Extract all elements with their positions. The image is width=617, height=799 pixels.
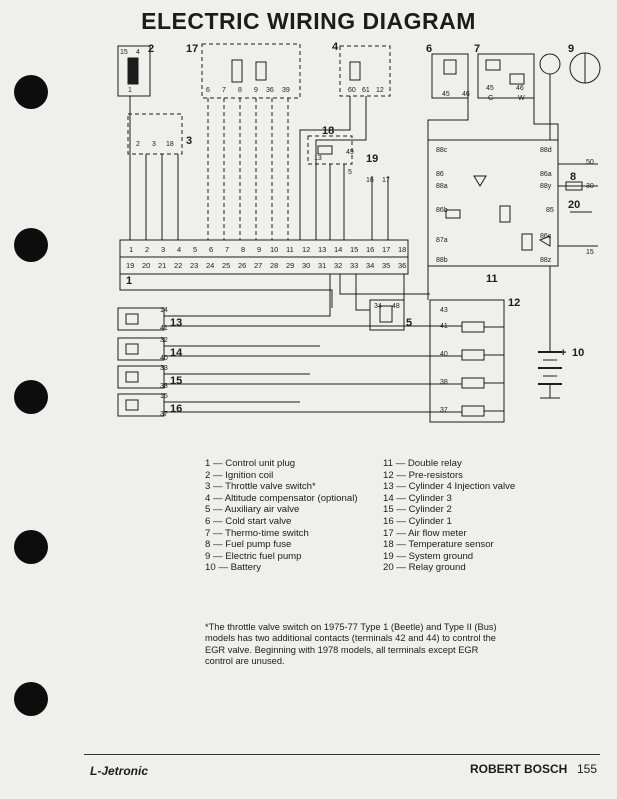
label-13: 13: [170, 317, 183, 329]
coil-terminal: 4: [136, 49, 140, 56]
electric-fuel-pump: [540, 54, 560, 74]
injector-terminal: 37: [160, 411, 168, 418]
label-10: 10: [572, 347, 585, 359]
coil-terminal: 1: [128, 87, 132, 94]
relay-out-terminal: 15: [586, 249, 594, 256]
legend-item: 4 — Altitude compensator (optional): [205, 492, 358, 504]
legend-item: 15 — Cylinder 2: [383, 504, 452, 516]
legend-item: 17 — Air flow meter: [383, 527, 467, 539]
relay-out-terminal: 30: [586, 183, 594, 190]
ground-terminal: 16: [366, 177, 374, 184]
relay-terminal: 88a: [436, 183, 448, 190]
label-18: 18: [322, 125, 335, 137]
legend-item: 13 — Cylinder 4 Injection valve: [383, 481, 516, 493]
footer-product-name: L-Jetronic: [90, 764, 149, 778]
label-15: 15: [170, 375, 183, 387]
pre-resistors: [430, 300, 504, 422]
resistor-terminal: 41: [440, 323, 448, 330]
legend-item: 14 — Cylinder 3: [383, 492, 452, 504]
injector-terminal: 38: [160, 383, 168, 390]
relay-terminal: 85: [546, 207, 554, 214]
pin-28: 28: [270, 261, 279, 270]
pin-1: 1: [129, 245, 134, 254]
resistor-terminal: 40: [440, 351, 448, 358]
injector-cyl4: [118, 308, 164, 330]
resistor-terminal: 38: [440, 379, 448, 386]
fuse-terminal: 46: [516, 85, 524, 92]
temp-terminal: 49: [346, 149, 354, 156]
pin-20: 20: [142, 261, 151, 270]
pin-17: 17: [382, 245, 391, 254]
legend-item: 7 — Thermo-time switch: [205, 527, 309, 539]
altitude-terminal: 12: [376, 87, 384, 94]
pin-27: 27: [254, 261, 263, 270]
ground-terminal: 17: [382, 177, 390, 184]
pin-33: 33: [350, 261, 359, 270]
pin-18: 18: [398, 245, 407, 254]
relay-terminal: 88b: [436, 257, 448, 264]
ground-terminal: 5: [348, 169, 352, 176]
pin-12: 12: [302, 245, 311, 254]
label-2: 2: [148, 43, 155, 55]
label-5: 5: [406, 317, 413, 329]
injector-cyl3: [118, 338, 164, 360]
legend-item: 6 — Cold start valve: [205, 515, 292, 527]
cold-start-terminal: 46: [462, 91, 470, 98]
injector-cyl1: [118, 394, 164, 416]
label-17: 17: [186, 43, 199, 55]
pin-30: 30: [302, 261, 311, 270]
afm-terminal: 36: [266, 87, 274, 94]
label-16: 16: [170, 403, 183, 415]
resistor-terminal: 37: [440, 407, 448, 414]
pin-8: 8: [241, 245, 246, 254]
label-7: 7: [474, 43, 481, 55]
legend-item: 10 — Battery: [205, 562, 261, 574]
pin-11: 11: [286, 245, 294, 254]
relay-terminal: 86a: [540, 171, 552, 178]
legend-item: 5 — Auxiliary air valve: [205, 504, 300, 516]
pin-24: 24: [206, 261, 215, 270]
label-8: 8: [570, 171, 577, 183]
pin-3: 3: [161, 245, 166, 254]
pin-29: 29: [286, 261, 295, 270]
pin-21: 21: [158, 261, 167, 270]
footnote: *The throttle valve switch on 1975-77 Type 1 (Beetle) and Type II (Bus) models has two additional contacts (terminals 42 and 44) to control the EGR valve. Beginning with 1978 models, all terminals except EGR control are unused.: [205, 622, 497, 667]
label-11: 11: [486, 273, 498, 285]
pin-9: 9: [257, 245, 262, 254]
relay-terminal: 86: [436, 171, 444, 178]
relay-terminal: 86c: [540, 233, 552, 240]
pin-22: 22: [174, 261, 183, 270]
label-6: 6: [426, 43, 433, 55]
altitude-terminal: 61: [362, 87, 370, 94]
injector-terminal: 41: [160, 325, 168, 332]
legend-item: 19 — System ground: [383, 550, 474, 562]
pin-26: 26: [238, 261, 247, 270]
pin-16: 16: [366, 245, 375, 254]
cold-start-terminal: 45: [442, 91, 450, 98]
battery-plus: +: [560, 347, 567, 359]
injector-terminal: 15: [160, 393, 168, 400]
afm-terminal: 7: [222, 87, 226, 94]
pin-19: 19: [126, 261, 135, 270]
legend-item: 16 — Cylinder 1: [383, 515, 452, 527]
fuse-terminal: G: [488, 95, 494, 102]
relay-terminal: 86b: [436, 207, 448, 214]
coil-terminal: 15: [120, 49, 128, 56]
afm-terminal: 8: [238, 87, 242, 94]
afm-terminal: 9: [254, 87, 258, 94]
legend-item: 12 — Pre-resistors: [383, 469, 463, 481]
legend-item: 2 — Ignition coil: [205, 469, 274, 481]
pin-14: 14: [334, 245, 343, 254]
legend-item: 20 — Relay ground: [383, 562, 466, 574]
afm-terminal: 39: [282, 87, 290, 94]
pin-13: 13: [318, 245, 327, 254]
relay-terminal: 88c: [436, 147, 448, 154]
pin-23: 23: [190, 261, 199, 270]
pin-35: 35: [382, 261, 391, 270]
label-20: 20: [568, 199, 581, 211]
pin-7: 7: [225, 245, 230, 254]
pin-34: 34: [366, 261, 375, 270]
relay-terminal: 88z: [540, 257, 552, 264]
label-1: 1: [126, 275, 133, 287]
throttle-terminal: 2: [136, 141, 140, 148]
injector-cyl2: [118, 366, 164, 388]
temp-terminal: 13: [314, 155, 322, 162]
pin-5: 5: [193, 245, 198, 254]
pin-36: 36: [398, 261, 407, 270]
double-relay: [428, 140, 558, 266]
page-title: ELECTRIC WIRING DIAGRAM: [141, 8, 476, 34]
label-12: 12: [508, 297, 521, 309]
aux-air-terminal: 34: [374, 303, 382, 310]
label-3: 3: [186, 135, 193, 147]
label-19: 19: [366, 153, 379, 165]
pin-6: 6: [209, 245, 214, 254]
pin-4: 4: [177, 245, 182, 254]
relay-terminal: 88y: [540, 183, 552, 190]
throttle-valve-switch: [128, 114, 182, 154]
label-4: 4: [332, 41, 339, 53]
injector-terminal: 33: [160, 365, 168, 372]
injector-terminal: 40: [160, 355, 168, 362]
pin-32: 32: [334, 261, 343, 270]
fuse-terminal: 45: [486, 85, 494, 92]
page-number: 155: [577, 762, 598, 776]
footer-divider: [84, 754, 600, 755]
legend-item: 11 — Double relay: [383, 458, 462, 469]
injector-terminal: 14: [160, 307, 168, 314]
label-9: 9: [568, 43, 575, 55]
aux-air-terminal: 48: [392, 303, 400, 310]
injector-terminal: 32: [160, 337, 168, 344]
resistor-terminal: 43: [440, 307, 448, 314]
legend-item: 9 — Electric fuel pump: [205, 550, 302, 562]
legend-item: 3 — Throttle valve switch*: [205, 481, 316, 493]
afm-terminal: 6: [206, 87, 210, 94]
throttle-terminal: 18: [166, 141, 174, 148]
footer-publisher: ROBERT BOSCH: [470, 762, 568, 776]
pin-15: 15: [350, 245, 359, 254]
legend-item: 1 — Control unit plug: [205, 458, 296, 469]
legend-item: 8 — Fuel pump fuse: [205, 539, 292, 551]
altitude-terminal: 60: [348, 87, 356, 94]
relay-terminal: 87a: [436, 237, 448, 244]
pin-31: 31: [318, 261, 327, 270]
legend-item: 18 — Temperature sensor: [383, 539, 494, 551]
relay-out-terminal: 50: [586, 159, 594, 166]
pin-25: 25: [222, 261, 231, 270]
relay-terminal: 88d: [540, 147, 552, 154]
pin-10: 10: [270, 245, 279, 254]
pin-2: 2: [145, 245, 150, 254]
label-14: 14: [170, 347, 183, 359]
fuse-terminal: W: [518, 95, 525, 102]
throttle-terminal: 3: [152, 141, 156, 148]
